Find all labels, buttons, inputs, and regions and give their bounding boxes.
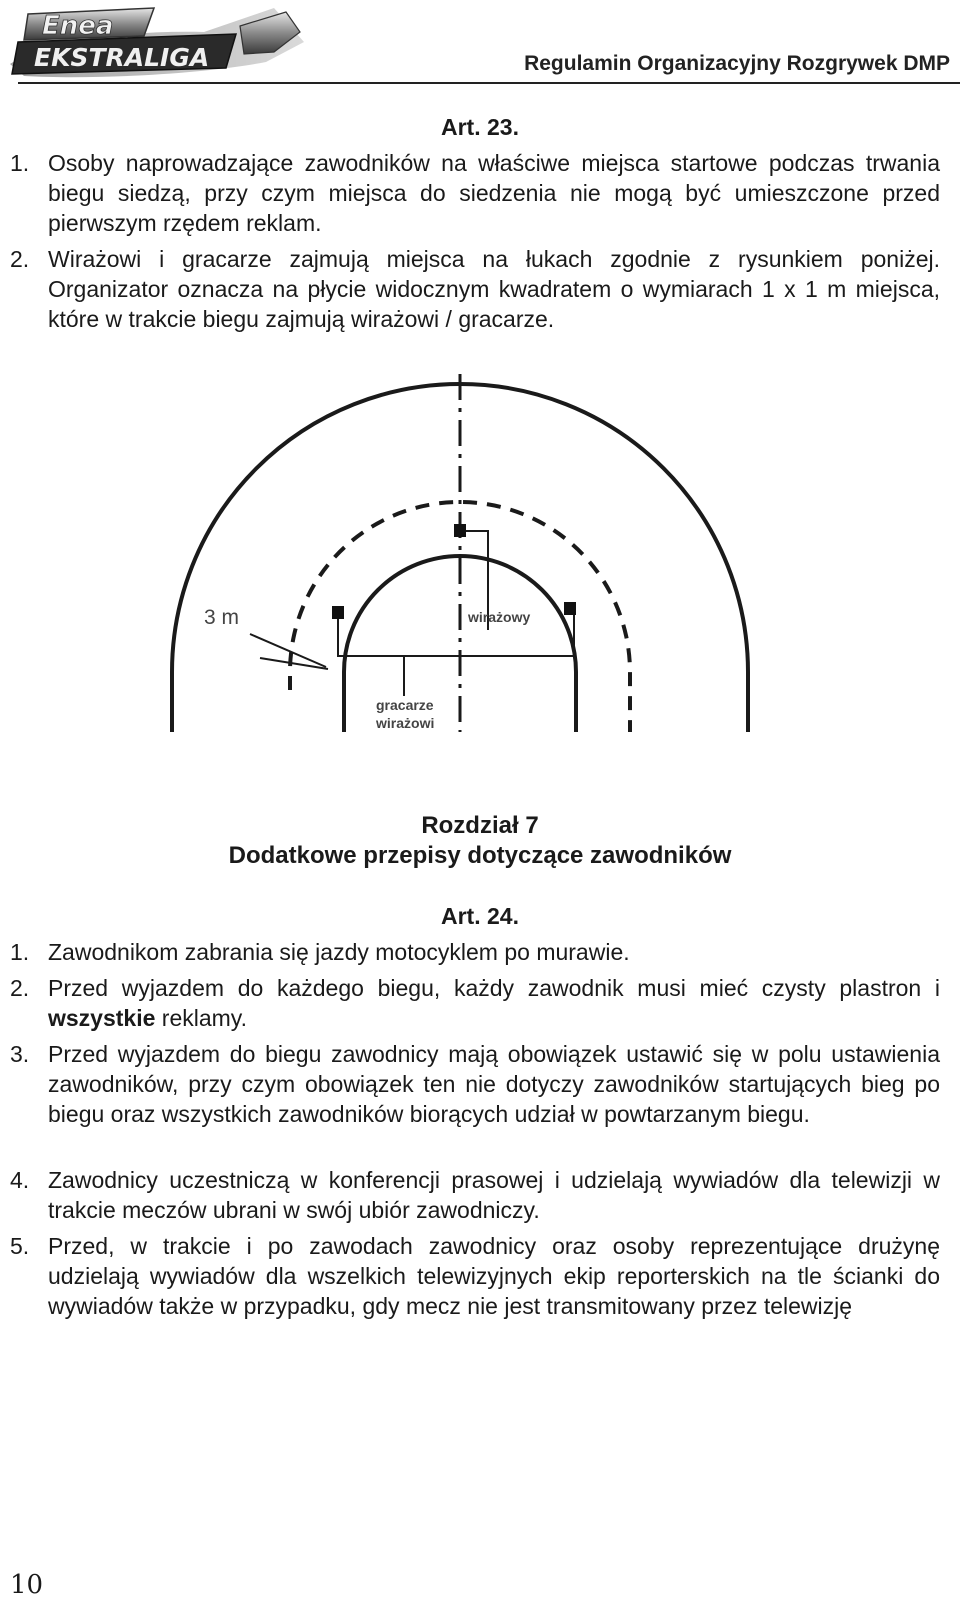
enea-ekstraliga-logo: [4, 2, 314, 82]
item-number: 2.: [10, 246, 30, 272]
item-text: [48, 973, 940, 1033]
article-24-item-2: [10, 973, 940, 1033]
article-24-item-5: [10, 1231, 940, 1321]
marker-square-left: [332, 606, 344, 619]
article-24-item-3: [10, 1039, 940, 1129]
item-text: Osoby naprowadzające zawodników na właściwe miejsca startowe podczas trwania biegu siedzą, przy czym miejsca do siedzenia nie mogą być umieszczone przed pierwszym rzędem reklam.: [48, 150, 940, 236]
label-wirazowi: wirażowi: [376, 715, 435, 731]
item-text-end: reklamy.: [155, 1005, 247, 1031]
item-text: Przed, w trakcie i po zawodach zawodnicy oraz osoby reprezentujące drużynę udzielają wywiadów dla wszelkich telewizyjnych ekip reporterskich na tle ścianki do wywiadów także w przypadku, gdy mecz nie jest transmitowany przez telewizję: [48, 1233, 940, 1319]
marker-square-right: [564, 602, 576, 615]
header-divider: [18, 82, 960, 84]
chapter-7-title: Rozdział 7: [421, 812, 539, 839]
item-text: Zawodnicy uczestniczą w konferencji prasowej i udzielają wywiadów dla telewizji w trakcie meczów ubrani w swój ubiór zawodniczy.: [48, 1167, 940, 1223]
label-gracarze: gracarze: [376, 697, 434, 713]
article-24-item-4: [10, 1165, 940, 1225]
article-23-heading: Art. 23.: [441, 114, 519, 140]
item-text-start: Przed wyjazdem do każdego biegu, każdy zawodnik musi mieć czysty plastron i: [48, 975, 940, 1001]
article-24-heading: Art. 24.: [441, 903, 519, 929]
page-header: [0, 0, 960, 84]
item-text: Przed wyjazdem do biegu zawodnicy mają obowiązek ustawić się w polu ustawienia zawodników, przy czym obowiązek ten nie dotyczy zawodników startujących bieg po biegu oraz wszystkich zawodników biorących udział w powtarzanym biegu.: [48, 1041, 940, 1127]
item-text-bold: wszystkie: [48, 1005, 156, 1031]
item-number: 1.: [10, 150, 30, 176]
article-24-item-1: [10, 937, 940, 967]
document-title: Regulamin Organizacyjny Rozgrywek DMP: [524, 52, 950, 75]
item-number: 2.: [10, 975, 30, 1001]
chapter-7-subtitle: Dodatkowe przepisy dotyczące zawodników: [228, 842, 732, 869]
article-23-item-1: [10, 148, 940, 238]
item-text: Wirażowi i gracarze zajmują miejsca na łukach zgodnie z rysunkiem poniżej. Organizator oznacza na płycie widocznym kwadratem o wymiarach 1 x 1 m miejsca, które w trakcie biegu zajmują wirażowi / gracarze.: [48, 246, 940, 332]
marker-square-top: [454, 524, 466, 537]
page-number: 10: [10, 1570, 44, 1600]
item-number: 3.: [10, 1041, 30, 1067]
label-wirazowy: wirażowy: [468, 609, 531, 625]
label-3m: 3 m: [204, 606, 240, 629]
track-bend-diagram: [150, 360, 790, 752]
item-number: 5.: [10, 1233, 30, 1259]
article-23-item-2: [10, 244, 940, 334]
logo-ekstraliga-text: EKSTRALIGA: [34, 43, 210, 72]
item-number: 1.: [10, 939, 30, 965]
item-text: Zawodnikom zabrania się jazdy motocyklem po murawie.: [48, 939, 630, 965]
item-number: 4.: [10, 1167, 30, 1193]
logo-enea-text: Enea: [42, 11, 114, 41]
